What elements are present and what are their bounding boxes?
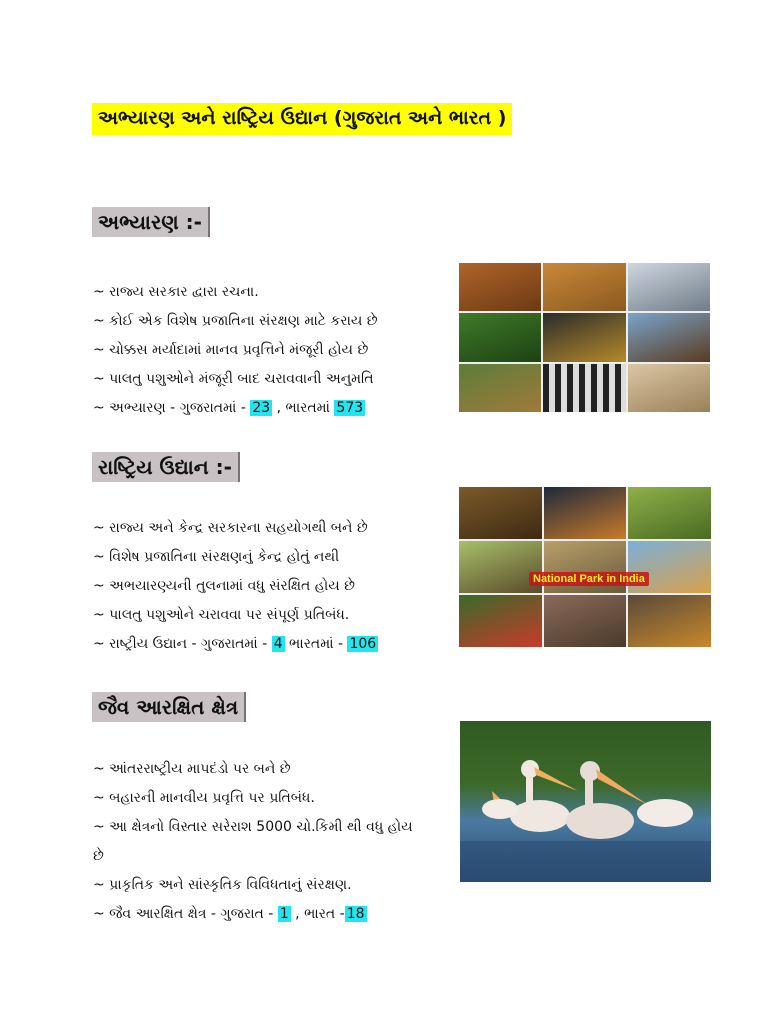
photo-tile — [459, 263, 541, 311]
sanctuary-collage-image — [459, 263, 710, 412]
biosphere-stat — [93, 900, 423, 929]
photo-tile — [544, 595, 627, 647]
image-caption: National Park in India — [529, 572, 649, 586]
sanctuary-heading: અભ્યારણ :- — [92, 207, 210, 237]
gujarat-count: 23 — [252, 400, 271, 416]
list-item: ~ અભયારણ્યની તુલનામાં વધુ સંરક્ષિત હોય છે — [93, 578, 355, 594]
sanctuary-bullets — [93, 278, 423, 423]
list-item: ~ વિશેષ પ્રજાતિના સંરક્ષણનું કેન્દ્ર હોતું નથી — [93, 549, 340, 565]
national-park-bullets — [93, 514, 423, 659]
stat-middle: , ભારતમાં — [272, 400, 335, 416]
pelican-illustration — [460, 721, 711, 882]
biosphere-heading: જૈવ આરક્ષિત ક્ષેત્ર — [92, 692, 246, 722]
list-item: ~ આ ક્ષેત્રનો વિસ્તાર સરેરાશ 5000 ચો.કિમી થી વધુ હોય છે — [93, 819, 413, 864]
india-count: 18 — [346, 906, 365, 922]
list-item: ~ કોઈ એક વિશેષ પ્રજાતિના સંરક્ષણ માટે કરાય છે — [93, 313, 378, 329]
list-item: ~ પાલતુ પશુઓને મંજૂરી બાદ ચરાવવાની અનુમતિ — [93, 371, 374, 387]
photo-tile — [543, 364, 625, 412]
photo-tile — [543, 313, 625, 361]
list-item: ~ આંતરરાષ્ટ્રીય માપદંડો પર બને છે — [93, 761, 291, 777]
india-count: 573 — [336, 400, 364, 416]
stat-prefix: ~ રાષ્ટ્રીય ઉદ્યાન - ગુજરાતમાં - — [93, 636, 272, 652]
photo-tile — [544, 487, 627, 539]
national-park-stat — [93, 630, 423, 659]
photo-tile — [628, 263, 710, 311]
pelicans-image — [460, 721, 711, 882]
stat-prefix: ~ જૈવ આરક્ષિત ક્ષેત્ર - ગુજરાત - — [93, 906, 278, 922]
photo-tile — [459, 595, 542, 647]
biosphere-bullets — [93, 755, 423, 929]
gujarat-count: 1 — [279, 906, 289, 922]
photo-tile — [459, 364, 541, 412]
stat-middle: , ભારત - — [290, 906, 345, 922]
stat-middle: ભારતમાં - — [284, 636, 348, 652]
photo-tile — [628, 487, 711, 539]
list-item: ~ બહારની માનવીય પ્રવૃત્તિ પર પ્રતિબંધ. — [93, 790, 315, 806]
gujarat-count: 4 — [273, 636, 283, 652]
list-item: ~ રાજ્ય અને કેન્દ્ર સરકારના સહયોગથી બને છે — [93, 520, 368, 536]
list-item: ~ ચોક્કસ મર્યાદામાં માનવ પ્રવૃત્તિને મંજૂરી હોય છે — [93, 342, 369, 358]
national-park-heading: રાષ્ટ્રિય ઉદ્યાન :- — [92, 452, 240, 482]
stat-prefix: ~ અભ્યારણ - ગુજરાતમાં - — [93, 400, 251, 416]
photo-tile — [459, 313, 541, 361]
photo-tile — [628, 313, 710, 361]
photo-tile — [459, 487, 542, 539]
photo-tile — [543, 263, 625, 311]
list-item: ~ પાલતુ પશુઓને ચરાવવા પર સંપૂર્ણ પ્રતિબંધ. — [93, 607, 350, 623]
page-title: અભ્યારણ અને રાષ્ટ્રિય ઉદ્યાન (ગુજરાત અને ભારત ) — [92, 103, 512, 135]
india-count: 106 — [349, 636, 377, 652]
sanctuary-stat — [93, 394, 423, 423]
photo-tile — [628, 595, 711, 647]
photo-tile — [628, 364, 710, 412]
list-item: ~ રાજ્ય સરકાર દ્વારા રચના. — [93, 284, 259, 300]
national-park-collage-image — [459, 487, 711, 647]
list-item: ~ પ્રાકૃતિક અને સાંસ્કૃતિક વિવિધતાનું સંરક્ષણ. — [93, 877, 352, 893]
